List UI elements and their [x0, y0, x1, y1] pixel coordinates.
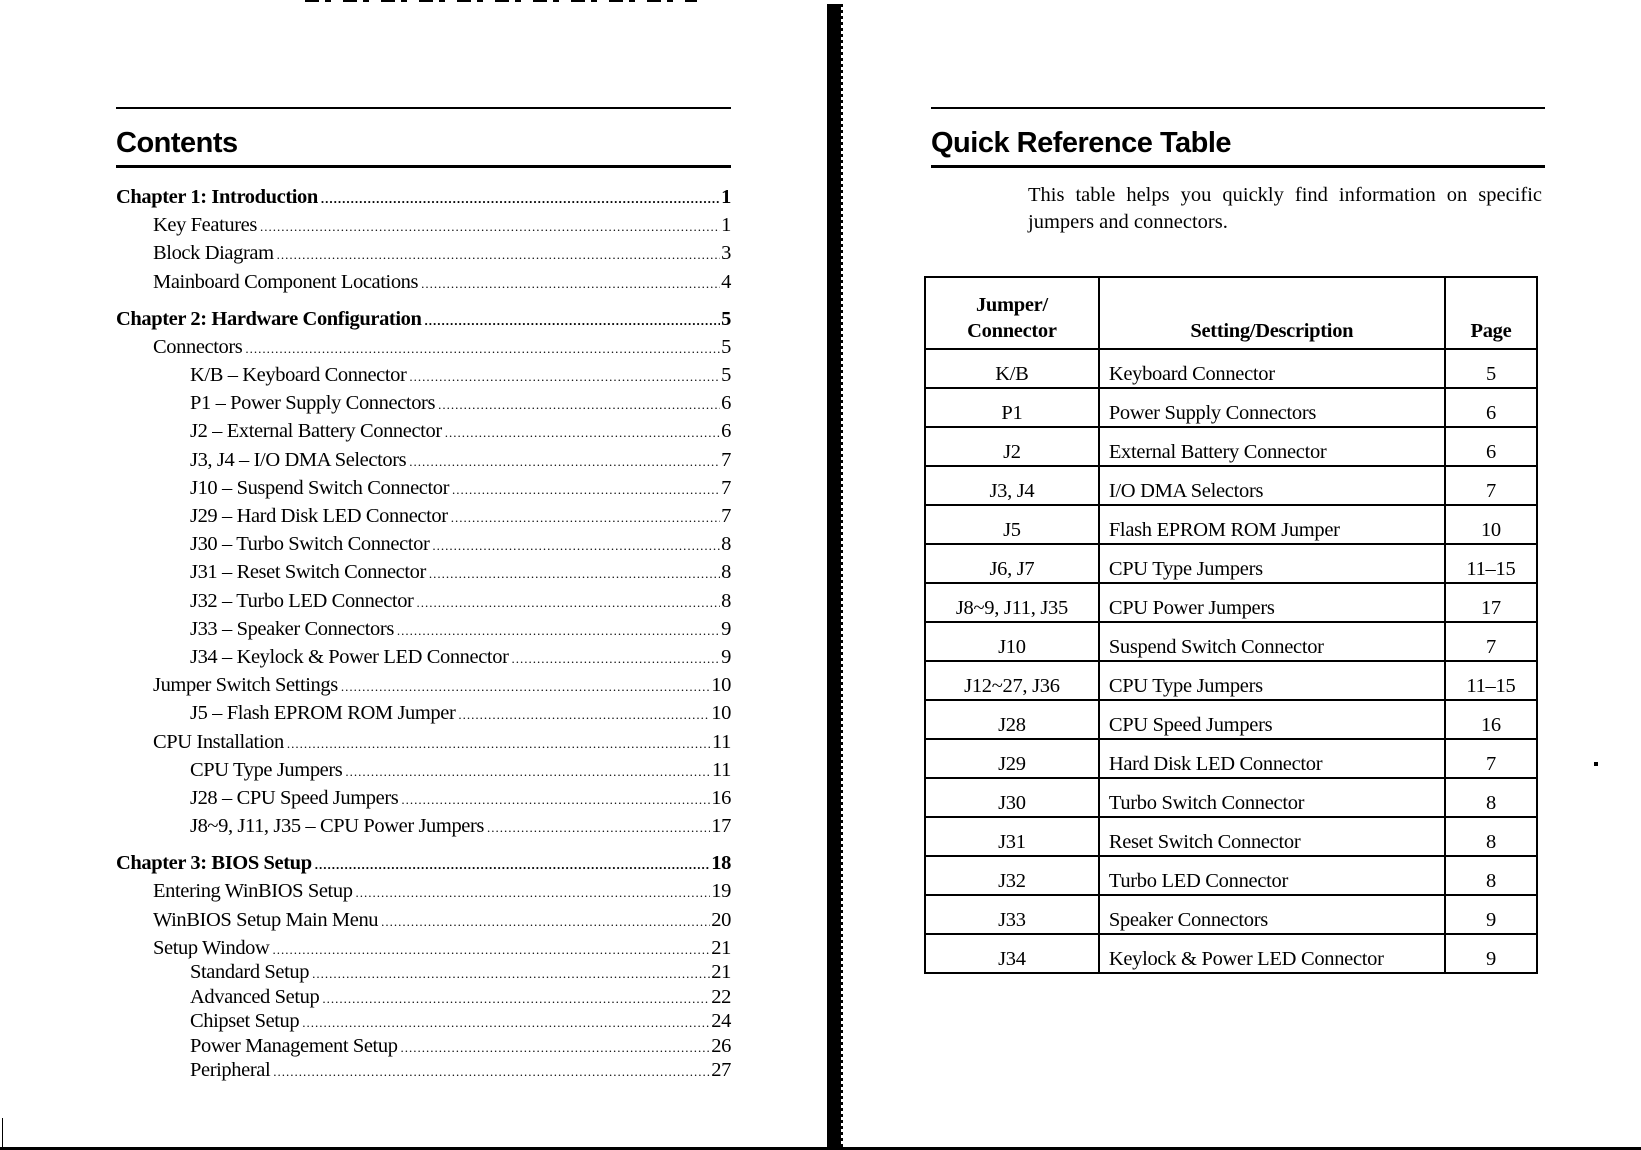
table-row [925, 622, 1537, 661]
scan-edge-left [2, 1118, 3, 1150]
toc-entry-page: 10 [711, 702, 731, 725]
toc-leader-dots [512, 645, 721, 673]
toc-entry-title: Key Features [153, 211, 260, 239]
toc-entry-title: CPU Installation [153, 728, 287, 756]
toc-entry-title: J29 – Hard Disk LED Connector [190, 502, 451, 530]
cell-page: 9 [1445, 895, 1537, 934]
toc-leader-dots [287, 730, 711, 758]
intro-paragraph: This table helps you quickly find information on specific jumpers and connectors. [1028, 184, 1542, 233]
toc-entry-title: Chapter 2: Hardware Configuration [116, 305, 425, 333]
toc-entry-title: J8~9, J11, J35 – CPU Power Jumpers [190, 812, 487, 840]
toc-leader-dots [356, 879, 711, 907]
toc-leader-dots [432, 532, 720, 560]
toc-leader-dots [397, 617, 720, 645]
toc-entry-page: 1 [721, 186, 731, 208]
cell-jumper: J8~9, J11, J35 [925, 583, 1099, 622]
header-jumper-connector [925, 277, 1099, 349]
header-jumper-line1: Jumper/ [975, 294, 1048, 316]
cell-description: Flash EPROM ROM Jumper [1099, 505, 1445, 544]
cell-description: Hard Disk LED Connector [1099, 739, 1445, 778]
cell-jumper: J30 [925, 778, 1099, 817]
toc-leader-dots [421, 270, 720, 298]
toc-entry-title: P1 – Power Supply Connectors [190, 389, 438, 417]
toc-entry-title: Jumper Switch Settings [153, 671, 341, 699]
toc-entry-title: Chapter 1: Introduction [116, 183, 321, 211]
table-row [925, 778, 1537, 817]
cell-page: 6 [1445, 427, 1537, 466]
table-row [925, 895, 1537, 934]
toc-entry-title: J34 – Keylock & Power LED Connector [190, 643, 512, 671]
cell-description: CPU Power Jumpers [1099, 583, 1445, 622]
toc-leader-dots [381, 908, 710, 936]
toc-entry-title: Entering WinBIOS Setup [153, 877, 356, 905]
toc-entry-title: Advanced Setup [190, 983, 322, 1011]
toc-leader-dots [345, 758, 711, 786]
toc-entry-page: 16 [711, 787, 731, 809]
toc-entry-page: 3 [721, 242, 731, 265]
cell-jumper: J10 [925, 622, 1099, 661]
toc-entry [116, 474, 731, 502]
table-body [925, 349, 1537, 973]
toc-entry-page: 17 [711, 815, 731, 838]
toc-entry-page: 1 [721, 214, 731, 237]
toc-entry-page: 7 [721, 476, 731, 499]
toc-leader-dots [438, 391, 720, 419]
toc-entry [116, 906, 731, 934]
table-row [925, 349, 1537, 388]
toc-entry-page: 10 [711, 674, 731, 697]
toc-entry-page: 21 [711, 936, 731, 959]
toc-entry-title: J33 – Speaker Connectors [190, 615, 397, 643]
toc-entry [116, 361, 731, 389]
cell-page: 7 [1445, 466, 1537, 505]
toc-entry [116, 728, 731, 756]
toc-entry-title: J2 – External Battery Connector [190, 417, 445, 445]
table-row [925, 544, 1537, 583]
top-rule [116, 107, 731, 109]
toc-leader-dots [245, 335, 720, 363]
toc-entry-title: J30 – Turbo Switch Connector [190, 530, 432, 558]
table-row [925, 661, 1537, 700]
cell-page: 16 [1445, 700, 1537, 739]
toc-entry-title: J3, J4 – I/O DMA Selectors [190, 446, 409, 474]
cell-page: 7 [1445, 622, 1537, 661]
cell-description: Suspend Switch Connector [1099, 622, 1445, 661]
toc-entry [116, 502, 731, 530]
cell-jumper: P1 [925, 388, 1099, 427]
scan-speck [1594, 762, 1598, 766]
toc-chapter [116, 849, 731, 877]
cell-jumper: J12~27, J36 [925, 661, 1099, 700]
table-row [925, 583, 1537, 622]
cell-page: 9 [1445, 934, 1537, 973]
toc-entry-title: J10 – Suspend Switch Connector [190, 474, 452, 502]
cell-jumper: J2 [925, 427, 1099, 466]
cell-description: External Battery Connector [1099, 427, 1445, 466]
toc-leader-dots [273, 1058, 710, 1086]
toc-entry-page: 7 [721, 448, 731, 471]
cell-description: CPU Type Jumpers [1099, 544, 1445, 583]
toc-entry [116, 784, 731, 812]
toc-entry-page: 8 [721, 561, 731, 584]
cell-description: Reset Switch Connector [1099, 817, 1445, 856]
toc-entry-page: 11 [712, 758, 731, 781]
toc-leader-dots [341, 673, 710, 701]
cell-jumper: J29 [925, 739, 1099, 778]
toc-entry-title: Chipset Setup [190, 1007, 302, 1035]
toc-entry [116, 530, 731, 558]
cell-jumper: K/B [925, 349, 1099, 388]
table-row [925, 700, 1537, 739]
toc-entry [116, 643, 731, 671]
cell-description: CPU Speed Jumpers [1099, 700, 1445, 739]
toc-entry [116, 333, 731, 361]
book-spine [827, 4, 842, 1150]
header-page: Page [1445, 277, 1537, 349]
toc-entry-page: 9 [721, 646, 731, 668]
top-rule [931, 107, 1545, 109]
heading-rule [116, 165, 731, 168]
toc-entry [116, 587, 731, 615]
toc-leader-dots [416, 589, 720, 617]
toc-entry-page: 7 [721, 505, 731, 527]
toc-entry [116, 417, 731, 445]
table-row [925, 739, 1537, 778]
table-row [925, 934, 1537, 973]
page-title: Quick Reference Table [931, 127, 1232, 159]
toc-entry-page: 21 [711, 961, 731, 984]
toc-entry-page: 6 [721, 420, 731, 443]
cell-page: 6 [1445, 388, 1537, 427]
toc-leader-dots [425, 307, 721, 335]
toc-entry-page: 5 [721, 364, 731, 386]
table-header-row [925, 277, 1537, 349]
cell-jumper: J6, J7 [925, 544, 1099, 583]
toc-entry-page: 26 [711, 1034, 731, 1057]
cell-description: CPU Type Jumpers [1099, 661, 1445, 700]
quick-reference-table [924, 276, 1538, 974]
cell-page: 5 [1445, 349, 1537, 388]
cell-description: Keylock & Power LED Connector [1099, 934, 1445, 973]
toc-entry [116, 446, 731, 474]
toc-entry-page: 24 [711, 1010, 731, 1033]
toc-chapter [116, 183, 731, 211]
cell-page: 17 [1445, 583, 1537, 622]
toc-leader-dots [409, 448, 720, 476]
toc-entry-page: 20 [711, 908, 731, 931]
toc-entry-title: WinBIOS Setup Main Menu [153, 906, 381, 934]
toc-entry [116, 812, 731, 840]
toc-entry-page: 8 [721, 589, 731, 612]
toc-entry-title: K/B – Keyboard Connector [190, 361, 409, 389]
cell-jumper: J3, J4 [925, 466, 1099, 505]
cell-jumper: J5 [925, 505, 1099, 544]
contents-page [116, 0, 731, 1150]
toc-entry-page: 11 [712, 730, 731, 753]
heading-rule [931, 165, 1545, 168]
cell-page: 11–15 [1445, 544, 1537, 583]
toc-leader-dots [277, 241, 721, 269]
cell-description: Turbo LED Connector [1099, 856, 1445, 895]
toc-leader-dots [260, 213, 720, 241]
book-spine-edge [841, 4, 843, 1150]
table-row [925, 427, 1537, 466]
toc-entry-page: 4 [721, 270, 731, 293]
toc-entry-title: J5 – Flash EPROM ROM Jumper [190, 699, 458, 727]
cell-description: I/O DMA Selectors [1099, 466, 1445, 505]
toc-entry-page: 8 [721, 533, 731, 556]
cell-page: 8 [1445, 856, 1537, 895]
toc-entry-page: 5 [721, 307, 731, 330]
toc-entry-page: 18 [711, 852, 731, 875]
table-row [925, 505, 1537, 544]
toc-entry [116, 671, 731, 699]
header-setting-description: Setting/Description [1099, 277, 1445, 349]
toc-entry-title: Standard Setup [190, 958, 312, 986]
toc-leader-dots [315, 851, 711, 879]
toc-leader-dots [451, 504, 720, 532]
table-row [925, 817, 1537, 856]
cell-description: Power Supply Connectors [1099, 388, 1445, 427]
toc-entry-title: Chapter 3: BIOS Setup [116, 849, 315, 877]
toc-entry-title: J32 – Turbo LED Connector [190, 587, 416, 615]
cell-page: 8 [1445, 778, 1537, 817]
cell-jumper: J31 [925, 817, 1099, 856]
toc-entry [116, 615, 731, 643]
quick-reference-page [931, 0, 1545, 1150]
toc-entry-page: 9 [721, 617, 731, 640]
page-title: Contents [116, 127, 238, 159]
toc-entry-title: Block Diagram [153, 239, 277, 267]
toc-entry-title: Peripheral [190, 1056, 273, 1084]
toc-leader-dots [429, 560, 720, 588]
toc-entry-title: Power Management Setup [190, 1032, 401, 1060]
toc-entry-page: 6 [721, 392, 731, 415]
toc-entry-title: Setup Window [153, 934, 272, 962]
toc-entry [116, 756, 731, 784]
toc-entry-title: J28 – CPU Speed Jumpers [190, 784, 401, 812]
toc-entry [116, 239, 731, 267]
cell-page: 11–15 [1445, 661, 1537, 700]
cell-description: Keyboard Connector [1099, 349, 1445, 388]
toc-entry [116, 389, 731, 417]
toc-entry-title: J31 – Reset Switch Connector [190, 558, 429, 586]
cell-jumper: J33 [925, 895, 1099, 934]
table-row [925, 388, 1537, 427]
toc-leader-dots [401, 786, 710, 814]
toc-entry [116, 877, 731, 905]
cell-description: Turbo Switch Connector [1099, 778, 1445, 817]
cell-page: 8 [1445, 817, 1537, 856]
toc-entry [116, 268, 731, 296]
toc-entry [116, 211, 731, 239]
toc-leader-dots [487, 814, 710, 842]
cell-page: 7 [1445, 739, 1537, 778]
cell-jumper: J32 [925, 856, 1099, 895]
cell-jumper: J28 [925, 700, 1099, 739]
table-row [925, 856, 1537, 895]
toc-leader-dots [458, 701, 710, 729]
cell-page: 10 [1445, 505, 1537, 544]
table-row [925, 466, 1537, 505]
toc-entry [116, 699, 731, 727]
toc-entry [116, 1056, 731, 1084]
header-jumper-line2: Connector [967, 320, 1057, 342]
toc-entry-title: Connectors [153, 333, 245, 361]
toc-entry-page: 19 [711, 880, 731, 903]
toc-entry-page: 22 [711, 985, 731, 1008]
toc-entry [116, 558, 731, 586]
toc-entry-page: 5 [721, 335, 731, 358]
toc-entry-page: 27 [711, 1059, 731, 1082]
toc-leader-dots [409, 363, 720, 391]
toc-entry-title: CPU Type Jumpers [190, 756, 345, 784]
toc-leader-dots [445, 419, 720, 447]
cell-description: Speaker Connectors [1099, 895, 1445, 934]
toc-chapter [116, 305, 731, 333]
toc-entry-title: Mainboard Component Locations [153, 268, 421, 296]
toc-leader-dots [321, 185, 720, 213]
cell-jumper: J34 [925, 934, 1099, 973]
toc-leader-dots [452, 476, 720, 504]
